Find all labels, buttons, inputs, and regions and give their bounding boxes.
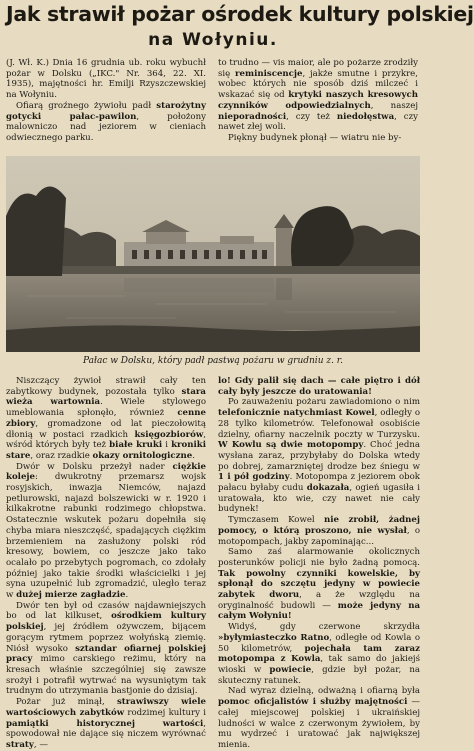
text-run: Ofiarą groźnego żywiołu padł (16, 100, 157, 111)
left-paragraph-2 (6, 462, 206, 601)
emphasis-run: nie zrobił, żadnej pomocy, o którą proszono, nie wysłał (218, 515, 420, 536)
emphasis-run: dużej mierze zagładzie (16, 590, 126, 601)
text-run: Po zauważeniu pożaru zawiadomiono o nim (228, 397, 420, 408)
text-run: . (125, 590, 129, 601)
right-paragraph-3 (218, 515, 420, 547)
emphasis-run: pamiątki historycznej wartości (6, 718, 204, 729)
right-paragraph-1: lo! Gdy palił się dach — całe piętro i dół cały były jeszcze do uratowania! (218, 376, 420, 397)
text-run: Widyś, gdy czerwone skrzydła (228, 622, 420, 633)
lead-intro-text: (J. Wł. K.) Dnia 16 grudnia ub. roku wybuchł pożar w Dolsku („IKC." Nr. 364, 22. XI. 1935), majętności hr. Emilji Rzyszczewskiej na Wołyniu. (6, 58, 206, 101)
text-run: rodzimej kultury i (124, 707, 206, 718)
emphasis-run: telefonicznie natychmiast Kowel (218, 408, 375, 419)
left-paragraph-1 (6, 376, 206, 462)
bottom-left-column (6, 376, 207, 750)
text-run: , jej źródłem ożywczem, bijącem gorącym rytmem poprzez wołyńską ziemię. Niósł wysoko (6, 622, 206, 654)
text-run: to trudno — vis maior, ale po pożarze zrodziły się (218, 58, 418, 79)
left-paragraph-4 (6, 697, 206, 751)
text-run: , — (33, 739, 48, 750)
palace-photograph (6, 156, 420, 352)
text-run: Pożar już minął, (16, 697, 117, 708)
text-run: , gdzie był pożar, na skuteczny ratunek. (218, 664, 421, 686)
text-run: Tymczasem Kowel (228, 515, 324, 526)
text-run: Dwór ten był od czasów najdawniejszych bo od lat kilkuset, (6, 600, 206, 622)
emphasis-run: może jedyny na całym Wołyniu! (218, 600, 421, 622)
text-run: Nad wyraz dzielną, odważną i ofiarną była (228, 686, 420, 697)
emphasis-run: okazy ornitologiczne (92, 450, 193, 461)
emphasis-run: reminiscencje (235, 68, 303, 79)
text-run: , a że względu na oryginalność budowli — (218, 590, 420, 611)
text-run: i (162, 440, 172, 451)
emphasis-run: krytyki naszych kresowych czynników odpowiedzialnych (218, 90, 418, 111)
text-run: . (192, 450, 195, 461)
emphasis-run: księgozbiorów (134, 429, 204, 440)
text-run: , gromadzone od lat pieczołowitą dłonią w postaci rzadkich (6, 418, 206, 440)
text-run: : dwukrotny przemarsz wojsk rosyjskich, inwazja Niemców, najazd petlurowski, najazd bolszewicki w r. 1920 i kilkakrotne rabunki rodzimego chłopstwa. Ostatecznie wskutek pożaru dopełniła się chyba miara nieszczęść, spadających ciężkim brzemieniem na zasłużony polski ród kresowy, bowiem, co jeszcze jako tako ocalało po przebytych pogromach, co zdołały później jako takie środki właścicielki i jej syna uzupełnić lub zgromadzić, uległo teraz w (6, 472, 206, 601)
article-headline: Jak strawił pożar ośrodek kultury polskiej (6, 2, 474, 26)
emphasis-run: białe kruki (109, 440, 163, 451)
right-paragraph-2 (218, 397, 420, 515)
emphasis-run: strawiwszy wiele wartościowych zabytków (6, 697, 206, 718)
text-run: Samo zaś alarmowanie okolicznych posterunków policji nie było żadną pomocą. (218, 547, 420, 568)
text-run: . Motopompa z jeziorem obok pałacu byłaby cudu (218, 472, 421, 494)
photo-caption: Pałac w Dolsku, który padł pastwą pożaru w grudniu z. r. (83, 356, 343, 366)
text-run: mimo carskiego reżimu, który na kresach właśnie szczególniej się zawsze srożył i potrafił wytrwać na wysuniętym tak trudnym do utrzymania bastjonie do dzisiaj. (6, 654, 206, 697)
right-paragraph-6 (218, 686, 420, 750)
emphasis-run: powiecie (269, 664, 312, 675)
text-run: , czy nawet złej woli. (218, 111, 418, 133)
emphasis-run: ośrodkiem kultury polskiej (6, 611, 206, 633)
text-run: Niszczący żywioł strawił cały ten zabytkowy budynek, pozostała tylko (6, 376, 206, 397)
emphasis-run: cenne zbiory (6, 408, 206, 429)
emphasis-run: starożytny gotycki pałac-pawilon (6, 100, 206, 122)
text-run: , o motopompach, jakby zapominając... (218, 525, 420, 547)
lead-paragraph-2 (6, 101, 206, 144)
text-run: , tak samo do jakiejś wioski w (218, 654, 420, 675)
emphasis-run: stara wieża wartownia (6, 386, 206, 408)
lead-column (6, 58, 206, 154)
text-run: , ogień ugasiła i uratowała, kto wie, czy nawet nie cały budynek! (218, 483, 420, 515)
bottom-right-column (218, 376, 421, 750)
emphasis-run: Tak powolny czynniki kowelskie, by spłonął do szczętu jedyny w powiecie zabytek dworu (218, 568, 420, 601)
text-run: , jakże smutne i przykre, wobec których nie sposób dziś milczeć i wskazać się od (218, 68, 418, 101)
emphasis-run: W Kowlu są dwie motopompy (218, 440, 364, 451)
emphasis-run: pomoc oficjalistów i służby majętności (218, 697, 408, 708)
text-run: , położony malowniczo nad jeziorem w cieniach odwiecznego parku. (6, 111, 206, 143)
left-paragraph-3 (6, 601, 206, 697)
top-right-paragraph-2: Piękny budynek płonął — wiatru nie by- (228, 132, 402, 143)
top-right-column (218, 58, 419, 143)
text-run: . Wiele stylowego umeblowania spłonęło, również (6, 397, 206, 419)
text-run: , spowodował nie dające się niczem wyrównać (6, 718, 206, 740)
right-paragraph-5 (218, 622, 420, 686)
text-run: . Choć jedna wysłana zaraz, przybyłaby do Dolska wtedy po dobrej, zamarzniętej drodze bez śniegu w (218, 440, 421, 472)
emphasis-run: »byłymiasteczko Ratno (218, 632, 330, 643)
emphasis-run: kroniki stare (6, 440, 207, 461)
palace-photo-image (6, 156, 420, 352)
emphasis-run: dokazała (306, 483, 350, 494)
article-subheadline: na Wołyniu. (148, 30, 278, 50)
top-right-paragraph-1 (218, 58, 418, 133)
text-run: — całej miejscowej polskiej i ukraińskiej ludności w walce z czerwonym żywiołem, by mu wydrzeć i uratować jak największej mienia. (218, 697, 420, 750)
text-run: , czy też (286, 111, 337, 122)
emphasis-run: pojechała tam zaraz motopompa z Kowla (218, 643, 420, 665)
text-run: , naszej (370, 100, 419, 111)
emphasis-run: straty (6, 739, 34, 750)
text-run: , odległe od Kowla o 50 kilometrów, (218, 632, 421, 654)
text-run: Dwór w Dolsku przeżył nader (16, 461, 173, 472)
emphasis-run: 1 i pół godziny (218, 472, 290, 483)
text-run: , odległy o 28 tylko kilometrów. Telefonował osobiście dzielny, ofiarny naczelnik poczty w Turzysku. (218, 408, 420, 440)
emphasis-run: nieporadności (218, 111, 287, 122)
emphasis-run: sztandar ofiarnej polskiej pracy (6, 643, 207, 665)
right-paragraph-4 (218, 547, 420, 622)
text-run: , wśród których były też (6, 429, 206, 451)
emphasis-run: niedołęstwa (336, 111, 395, 122)
text-run: , oraz rzadkie (30, 450, 93, 461)
emphasis-run: ciężkie koleje (6, 461, 206, 483)
lead-intro (6, 58, 206, 101)
